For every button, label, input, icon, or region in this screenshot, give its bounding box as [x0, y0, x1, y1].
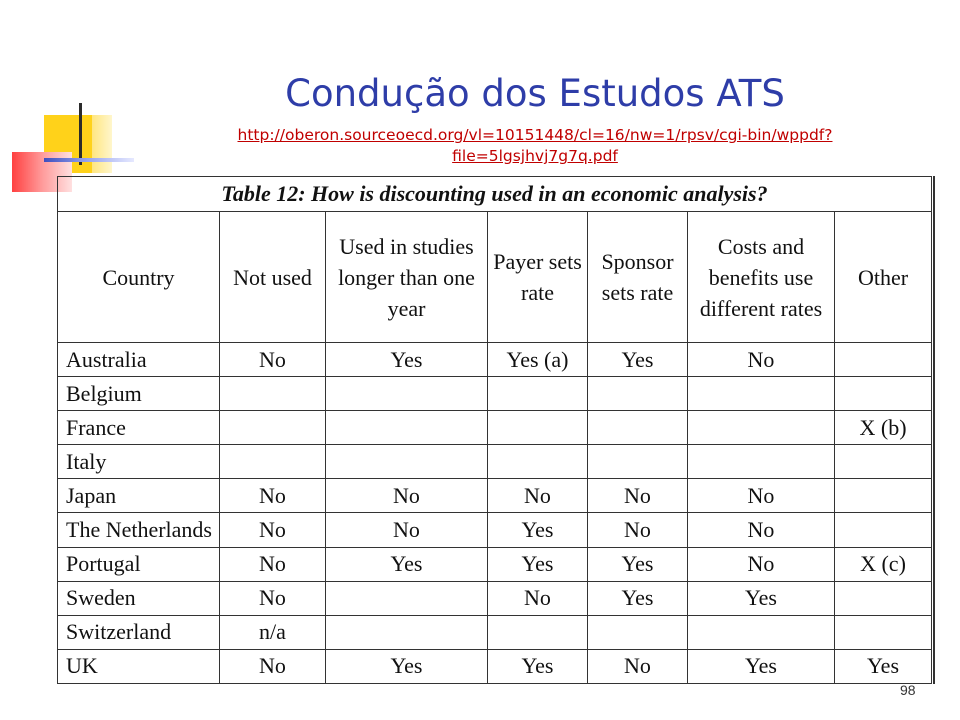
country-cell: Italy [58, 445, 220, 479]
table-cell [588, 411, 688, 445]
table-cell [220, 445, 326, 479]
country-cell: Japan [58, 479, 220, 513]
table-cell: X (c) [835, 547, 932, 581]
table-cell [688, 377, 835, 411]
table-row [58, 649, 932, 683]
table-row [58, 547, 932, 581]
table-cell: No [688, 513, 835, 547]
table-cell [220, 411, 326, 445]
table-edge-rule [933, 176, 935, 684]
country-cell: Belgium [58, 377, 220, 411]
table-cell: No [220, 343, 326, 377]
table-row [58, 615, 932, 649]
table-row [58, 343, 932, 377]
table-cell: No [688, 479, 835, 513]
logo-horizontal-line [44, 158, 134, 162]
table-cell [835, 581, 932, 615]
table-body [58, 343, 932, 684]
discounting-table [57, 176, 932, 684]
table-cell: No [688, 343, 835, 377]
table-cell [326, 581, 488, 615]
table-row [58, 513, 932, 547]
table-cell [488, 411, 588, 445]
table-cell [488, 445, 588, 479]
table-cell: No [488, 581, 588, 615]
table-cell [835, 343, 932, 377]
table-caption: Table 12: How is discounting used in an economic analysis? [58, 177, 932, 212]
table-cell: No [588, 649, 688, 683]
table-cell [326, 411, 488, 445]
source-link[interactable]: http://oberon.sourceoecd.org/vl=10151448/cl=16/nw=1/rpsv/cgi-bin/wppdf?file=5lgsjhvj7g7q.pdf [237, 126, 833, 165]
table-cell: No [220, 581, 326, 615]
table-cell [835, 615, 932, 649]
country-cell: Switzerland [58, 615, 220, 649]
column-header: Sponsor sets rate [588, 212, 688, 343]
table-cell [488, 615, 588, 649]
slide-title: Condução dos Estudos ATS [285, 72, 785, 115]
table-cell: n/a [220, 615, 326, 649]
table-cell: No [588, 479, 688, 513]
table-cell [688, 445, 835, 479]
table-row [58, 581, 932, 615]
table-cell: No [220, 513, 326, 547]
column-header: Not used [220, 212, 326, 343]
table-cell [835, 479, 932, 513]
table-cell: Yes [326, 649, 488, 683]
logo-vertical-line [79, 103, 82, 165]
table-row [58, 377, 932, 411]
table-cell [220, 377, 326, 411]
column-header: Payer sets rate [488, 212, 588, 343]
table-cell [488, 377, 588, 411]
table-cell: Yes [326, 547, 488, 581]
table-cell: No [688, 547, 835, 581]
table-cell: No [326, 479, 488, 513]
column-header: Other [835, 212, 932, 343]
table-cell [835, 377, 932, 411]
table-cell [588, 615, 688, 649]
discounting-table-image [57, 176, 931, 684]
table-row [58, 445, 932, 479]
country-cell: Sweden [58, 581, 220, 615]
table-cell: Yes [835, 649, 932, 683]
table-cell [688, 615, 835, 649]
table-row [58, 411, 932, 445]
table-cell: Yes [488, 649, 588, 683]
table-cell: Yes [588, 581, 688, 615]
page-number: 98 [900, 682, 916, 698]
table-cell: Yes [588, 547, 688, 581]
table-cell: Yes [488, 513, 588, 547]
country-cell: Portugal [58, 547, 220, 581]
table-cell [588, 445, 688, 479]
country-cell: The Netherlands [58, 513, 220, 547]
table-cell: No [588, 513, 688, 547]
table-cell [326, 445, 488, 479]
table-cell [326, 615, 488, 649]
table-cell [835, 445, 932, 479]
table-cell: No [220, 479, 326, 513]
table-cell: X (b) [835, 411, 932, 445]
table-cell [835, 513, 932, 547]
country-cell: Australia [58, 343, 220, 377]
table-cell: Yes [488, 547, 588, 581]
column-header: Costs and benefits use different rates [688, 212, 835, 343]
logo-yellow-highlight [92, 115, 112, 173]
table-cell [326, 377, 488, 411]
slide-logo [0, 0, 140, 200]
table-cell: Yes [688, 649, 835, 683]
table-cell: No [220, 547, 326, 581]
table-row [58, 479, 932, 513]
table-cell: No [488, 479, 588, 513]
country-cell: UK [58, 649, 220, 683]
country-cell: France [58, 411, 220, 445]
table-cell [688, 411, 835, 445]
table-cell: Yes (a) [488, 343, 588, 377]
table-cell [588, 377, 688, 411]
table-cell: Yes [688, 581, 835, 615]
column-header: Country [58, 212, 220, 343]
table-header-row [58, 212, 932, 343]
table-cell: No [220, 649, 326, 683]
table-cell: Yes [588, 343, 688, 377]
table-cell: No [326, 513, 488, 547]
table-cell: Yes [326, 343, 488, 377]
column-header: Used in studies longer than one year [326, 212, 488, 343]
